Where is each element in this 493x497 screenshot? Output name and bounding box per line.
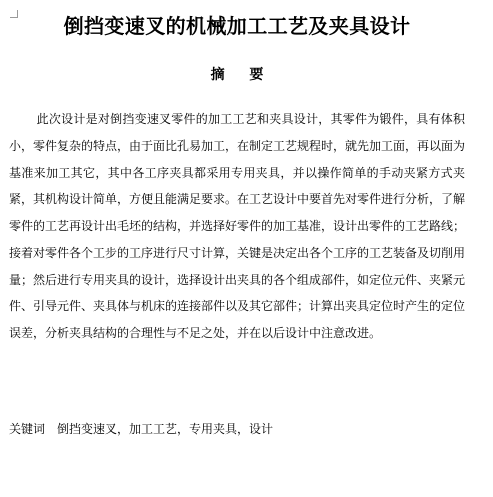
- keywords-line: [9, 416, 469, 442]
- keywords-label: 关键词: [9, 422, 46, 436]
- abstract-heading: 摘 要: [210, 67, 274, 83]
- keywords-text: 倒挡变速叉，加工工艺，专用夹具，设计: [57, 422, 274, 436]
- document-title: 倒挡变速叉的机械加工工艺及夹具设计: [63, 14, 411, 38]
- abstract-body: 此次设计是对倒挡变速叉零件的加工工艺和夹具设计，其零件为锻件，具有体积小，零件复杂的特点，由于面比孔易加工，在制定工艺规程时，就先加工面，再以面为基准来加工其它，其中各工序夹具都采用专用夹具，并以操作简单的手动夹紧方式夹紧，其机构设计简单，方便且能满足要求。在工艺设计中要首先对零件进行分析，了解零件的工艺再设计出毛坯的结构，并选择好零件的加工基准，设计出零件的工艺路线；接着对零件各个工步的工序进行尺寸计算，关键是决定出各个工序的工艺装备及切削用量；然后进行专用夹具的设计，选择设计出夹具的各个组成部件，如定位元件、夹紧元件、引导元件、夹具体与机床的连接部件以及其它部件；计算出夹具定位时产生的定位误差，分析夹具结构的合理性与不足之处，并在以后设计中注意改进。: [9, 112, 466, 340]
